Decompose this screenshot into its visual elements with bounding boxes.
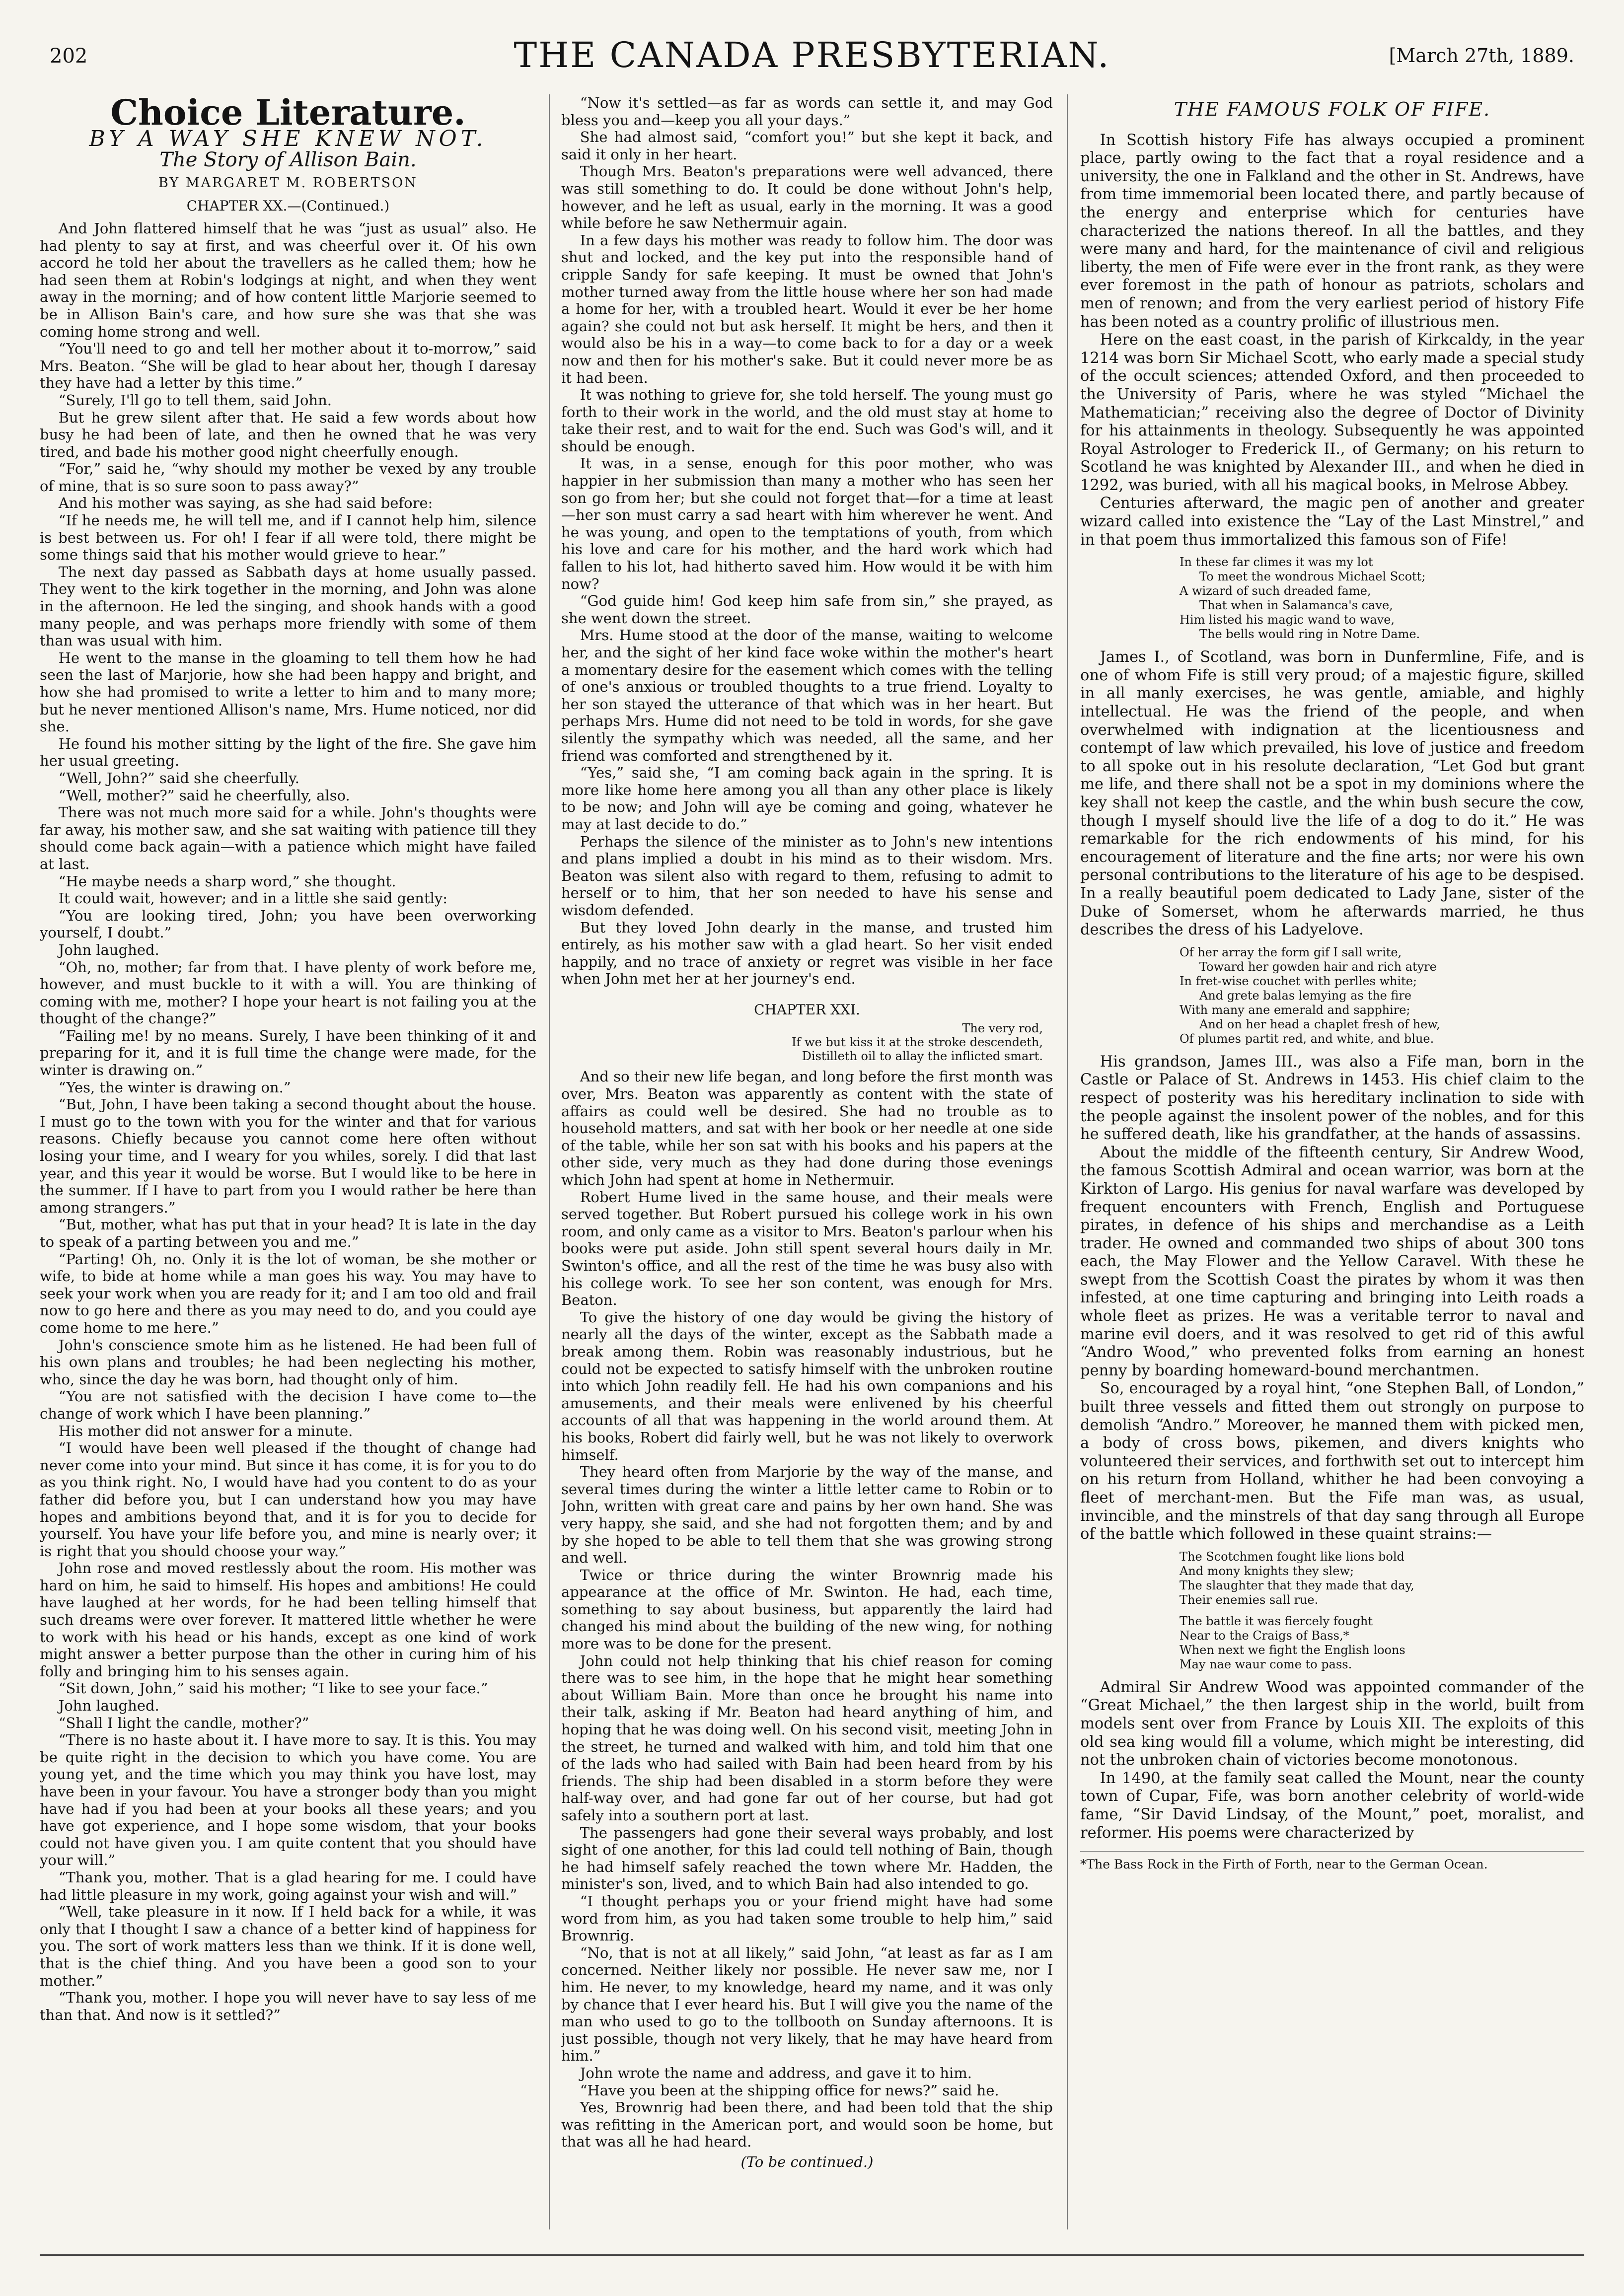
paragraph: “He maybe needs a sharp word,” she thought. <box>58 872 396 890</box>
paragraph: “You are not satisfied with the decision I have come to—the change of work which I have been planning.” <box>40 1388 536 1422</box>
story-body <box>40 220 536 2023</box>
paragraph: About the middle of the fifteenth century, Sir Andrew Wood, the famous Scottish Admiral and ocean warrior, was born at the Kirkton of Largo. His genius for naval warfare was developed by frequent encounters with French, English and Portuguese pirates, in defence of his ships and merchandise as a Leith trader. He owned and commanded two ships of about 300 tons each, the May Flower and the Yellow Caravel. With these he swept from the Scottish Coast the pirates by whom it was then infested, at one time capturing and bringing into Leith roads a whole fleet as prizes. He was a veritable terror to naval and marine evil doers, and it was resolved to get rid of this awful “Andro Wood,” who prevented folks from earning an honest penny by boarding homeward-bound merchantmen. <box>1080 1144 1584 1379</box>
paragraph: John laughed. <box>58 941 159 958</box>
continued-note: (To be continued.) <box>740 2153 874 2170</box>
story-body <box>561 1068 1053 2150</box>
paragraph: “No, that is not at all likely,” said John, “at least as far as I am concerned. Neither likely nor possible. He never saw me, nor I him. He never, to my knowledge, heard my name, and it was only by chance that I ever heard his. But I will give you the name of the man who used to go to the tollbooth on Sunday afternoons. It is just possible, though not very likely, that he may have heard from him.” <box>561 1944 1053 2065</box>
paragraph: John laughed. <box>58 1697 159 1715</box>
poem-line: The bells would ring in Notre Dame. <box>1199 627 1420 642</box>
poem-line: Distilleth oil to allay the inflicted smart. <box>802 1049 1043 1064</box>
paragraph: His mother did not answer for a minute. <box>58 1422 353 1439</box>
poem-line: And on her head a chaplet fresh of hew, <box>1199 1017 1440 1031</box>
paragraph: James I., of Scotland, was born in Dunfermline, Fife, and is one of whom Fife is still very proud; of a majestic figure, skilled in all manly exercises, he was gentle, amiable, and highly intellectual. He was the friend of the people, and when overwhelmed with indignation at the licentiousness and contempt of law which prevailed, his love of justice and freedom to all spoke out in his resolute declaration, “Let God but grant me life, and there shall not be a spot in my dominions where the key shall not keep the castle, and the whin bush secure the cow, though I myself should live the life of a dog to do it.” He was remarkable for the rich endowments of his mind, for his encouragement of literature and the fine arts; nor were his own personal contributions to the literature of his age to be despised. In a really beautiful poem dedicated to Lady Jane, sister of the Duke of Somerset, whom he afterwards married, he thus describes the dress of his Ladyelove. <box>1080 648 1584 939</box>
poem-line: The Scotchmen fought like lions bold <box>1180 1549 1404 1564</box>
poem-line: Near to the Craigs of Bass,* <box>1180 1628 1349 1643</box>
poem-line: Him listed his magic wand to wave, <box>1180 613 1395 627</box>
paragraph: Perhaps the silence of the minister as to John's new intentions and plans implied a doubt in his mind as to their wisdom. Mrs. Beaton was silent also with regard to them, refusing to admit to herself or to him, that her son needed to have his sense and wisdom defended. <box>561 833 1053 919</box>
poem-line: In these far climes it was my lot <box>1180 555 1373 570</box>
paragraph: But he grew silent after that. He said a few words about how busy he had been of late, and then he owned that he was very tired, and bade his mother good night cheerfully enough. <box>40 409 536 460</box>
paragraph: And so their new life began, and long before the first month was over, Mrs. Beaton was apparently as content with the state of affairs as could well be desired. She had no trouble as to household matters, and sat with her book or her needle at one side of the table, while her son sat with his books and his papers at the other side, very much as they had done during those evenings which John had spent at home in Nethermuir. <box>561 1068 1053 1189</box>
paragraph: “Have you been at the shipping office for news?” said he. <box>580 2081 999 2099</box>
paragraph: “Failing me! by no means. Surely, I have been thinking of it and preparing for it, and it is full time the change were made, for the winter is drawing on.” <box>40 1027 536 1079</box>
poem-line: May nae waur come to pass. <box>1180 1657 1352 1671</box>
epigraph <box>561 1021 1053 1063</box>
poem-line: And grete balas lemying as the fire <box>1199 988 1412 1003</box>
paragraph: “If he needs me, he will tell me, and if I cannot help him, silence is best between us. For oh! I fear if all were told, there might be some things said that his mother would grieve to hear.” <box>40 512 536 564</box>
byline: BY MARGARET M. ROBERTSON <box>158 175 418 191</box>
paragraph: “Well, take pleasure in it now. If I held back for a while, it was only that I thought I saw a chance of a better kind of happiness for you. The sort of work matters less than we think. If it is done well, that is the chief thing. And you have been a good son to your mother.” <box>40 1903 536 1989</box>
footnote: *The Bass Rock in the Firth of Forth, near to the German Ocean. <box>1080 1851 1584 1874</box>
paragraph: “Thank you, mother. That is a glad hearing for me. I could have had little pleasure in my work, going against your wish and will.” <box>40 1868 536 1903</box>
paragraph: Mrs. Hume stood at the door of the manse, waiting to welcome her, and the sight of her kind face woke within the mother's heart a momentary desire for the easement which comes with the telling of one's anxious or troubled thoughts to a true friend. Loyalty to her son stayed the utterance of that which was in her heart. But perhaps Mrs. Hume did not need to be told in words, for she gave silently the sympathy which was needed, all the same, and her friend was comforted and strengthened by it. <box>561 627 1053 764</box>
paragraph: He found his mother sitting by the light of the fire. She gave him her usual greeting. <box>40 735 536 770</box>
poem-excerpt <box>1180 555 1584 642</box>
poem-line: And mony knights they slew; <box>1180 1564 1354 1578</box>
paragraph: “Well, mother?” said he cheerfully, also. <box>58 787 350 804</box>
poem-line: Their enemies sall rue. <box>1180 1592 1319 1607</box>
paragraph: But they loved John dearly in the manse, and trusted him entirely, as his mother saw with a glad heart. So her visit ended happily, and no trace of anxiety or regret was visible in her face when John met her at her journey's end. <box>561 919 1053 988</box>
poem-line: In fret-wise couchet with perlles white; <box>1180 974 1417 988</box>
poem-line: The slaughter that they made that day, <box>1180 1578 1414 1592</box>
paragraph: It was nothing to grieve for, she told herself. The young must go forth to their work in the world, and the old must stay at home to take their rest, and to wait for the end. Such was God's will, and it should be enough. <box>561 386 1053 455</box>
section-title: Choice Literature. <box>110 94 466 133</box>
paragraph: And John flattered himself that he was “just as usual” also. He had plenty to say at first, and was cheerful over it. Of his own accord he told her about the travellers as he called them; how he had seen them at Robin's lodgings at night, and when they went away in the morning; and of how content little Marjorie seemed to be in Allison Bain's care, and how sure she was that she was coming home strong and well. <box>40 219 536 340</box>
poem-excerpt <box>1180 1550 1584 1672</box>
paragraph: Yes, Brownrig had been there, and had been told that the ship was refitting in the American port, and would soon be home, but that was all he had heard. <box>561 2099 1053 2151</box>
paragraph: “Sit down, John,” said his mother; “I like to see your face.” <box>58 1680 488 1697</box>
poem-line: Of her array the form gif I sall write, <box>1180 945 1402 959</box>
poem-line: Of plumes partit red, and white, and blue. <box>1180 1031 1434 1046</box>
bottom-rule <box>40 2254 1584 2256</box>
paragraph: “Thank you, mother. I hope you will never have to say less of me than that. And now is it settled?” <box>40 1989 536 2023</box>
paragraph: So, encouraged by a royal hint, “one Stephen Ball, of London,” built three vessels and fitted them out strongly on purpose to demolish “Andro.” Moreover, he manned them with picked men, a body of cross bows, pikemen, and divers knights who volunteered their services, and forthwith set out to intercept him on his return from Holland, whither he had been convoying a fleet of merchant-men. But the Fife man was, as usual, invincible, and the minstrels of that day sang through all Europe of the battle which followed in these quaint strains:— <box>1080 1380 1584 1543</box>
article-body <box>1080 1679 1584 1842</box>
paragraph: John wrote the name and address, and gave it to him. <box>580 2064 972 2081</box>
paragraph: He went to the manse in the gloaming to tell them how he had seen the last of Marjorie, how she had been happy and bright, and how she had promised to write a letter to him and to many more; but he never mentioned Allison's name, Mrs. Hume noticed, nor did she. <box>40 649 536 735</box>
paragraph: “For,” said he, “why should my mother be vexed by any trouble of mine, that is so sure soon to pass away?” <box>40 460 536 495</box>
paragraph: “There is no haste about it. I have more to say. It is this. You may be quite right in the decision to which you have come. You are young yet, and the time which you may think you have lost, may have been in your favour. You have a stronger body than you might have had if you had been at your books all these years; and you have got experience, and I hope some wisdom, that your books could not have given you. I am quite content that you should have your will.” <box>40 1731 536 1869</box>
paragraph: “I would have been well pleased if the thought of change had never come into your mind. But since it has come, it is for you to do as you think right. No, I would have had you content to do as your father did before you, but I can understand how you may have hopes and ambitions beyond that, and it is for you to decide for yourself. You have your life before you, and mine is nearly over; it is right that you should choose your way.” <box>40 1439 536 1560</box>
paragraph: In 1490, at the family seat called the Mount, near the county town of Cupar, Fife, was born another celebrity of world-wide fame, “Sir David Lindsay, of the Mount,” poet, moralist, and reformer. His poems were characterized by <box>1080 1769 1584 1842</box>
paragraph: The next day passed as Sabbath days at home usually passed. They went to the kirk together in the morning, and John was alone in the afternoon. He led the singing, and shook hands with a good many people, and was perhaps more friendly with some of them than was usual with him. <box>40 563 536 649</box>
paragraph: She had almost said, “comfort you!” but she kept it back, and said it only in her heart. <box>561 129 1053 163</box>
paragraph: “Surely, I'll go to tell them, said John. <box>58 391 332 409</box>
poem-line: Toward her gowden hair and rich atyre <box>1199 959 1437 974</box>
story-subtitle: The Story of Allison Bain. <box>159 148 417 172</box>
article-body <box>1080 1053 1584 1544</box>
paragraph: His grandson, James III., was also a Fife man, born in the Castle or Palace of St. Andrews in 1453. His chief claim to the respect of posterity was his hereditary inclination to side with the people against the insolent power of the nobles, and for this he suffered death, like his grandfather, at the hands of assassins. <box>1080 1053 1584 1144</box>
paragraph: Centuries afterward, the magic pen of another and greater wizard called into existence the “Lay of the Last Minstrel,” and in that poem thus immortalized this famous son of Fife! <box>1080 495 1584 549</box>
article-title: THE FAMOUS FOLK OF FIFE. <box>1174 98 1491 120</box>
paragraph: In Scottish history Fife has always occupied a prominent place, partly owing to the fact that a royal residence and a university, the one in Falkland and the other in St. Andrews, have from time immemorial been located there, and partly because of the energy and enterprise which for centuries have characterized the nations thereof. In all the battles, and they were many and hard, for the maintenance of civil and religious liberty, the men of Fife were ever in the front rank, as they were ever foremost in the path of honour as patriots, scholars and men of renown; and from the very earliest period of history Fife has been noted as a country prolific of illustrious men. <box>1080 131 1584 331</box>
paragraph: “Yes, the winter is drawing on.” <box>58 1078 291 1096</box>
issue-date: [March 27th, 1889. <box>1389 45 1574 67</box>
paragraph: Twice or thrice during the winter Brownrig made his appearance at the office of Mr. Swinton. He had, each time, something to say about business, but apparently the laird had changed his mind about the building of the new wing, for nothing more was to be done for the present. <box>561 1566 1053 1652</box>
paragraph: They heard often from Marjorie by the way of the manse, and several times during the winter a little letter came to Robin or to John, written with great care and pains by her own hand. She was very happy, she said, and she had not forgotten them; and by and by she hoped to be able to tell them that she was growing strong and well. <box>561 1463 1053 1567</box>
paragraph: “But, John, I have been taking a second thought about the house. I must go to the town with you for the winter and that for various reasons. Chiefly because you cannot come here often without losing your time, and I weary for you whiles, sorely. I did that last year, and this year it would be worse. But I would like to be here in the summer. If I have to part from you I would rather be here than among strangers.” <box>40 1096 536 1216</box>
paragraph: Admiral Sir Andrew Wood was appointed commander of the “Great Michael,” the then largest ship in the world, built from models sent over from France by Louis XII. The exploits of this old sea king would fill a volume, which might be interesting, did not the unbroken chain of victories become monotonous. <box>1080 1678 1584 1769</box>
poem-line: The battle it was fiercely fought <box>1180 1614 1373 1628</box>
paragraph: John's conscience smote him as he listened. He had been full of his own plans and troubles; he had been neglecting his mother, who, since the day he was born, had thought only of him. <box>40 1336 536 1388</box>
paragraph: “You are looking tired, John; you have been overworking yourself, I doubt.” <box>40 907 536 941</box>
column-divider <box>549 94 550 2229</box>
poem-line: With many ane emerald and sapphire; <box>1180 1003 1410 1017</box>
column-3 <box>1080 94 1584 2229</box>
paragraph: It was, in a sense, enough for this poor mother, who was happier in her submission than many a mother who has seen her son go from her; but she could not forget that—for a time at least—her son must carry a sad heart with him wherever he went. And he was young, and open to the temptations of youth, from which his love and care for his mother, and the hard work which had fallen to his lot, had hitherto saved him. How would it be with him now? <box>561 455 1053 592</box>
poem-line: If we but kiss it at the stroke descendeth, <box>792 1035 1043 1050</box>
paragraph: “I thought perhaps you or your friend might have had some word from him, as you had taken some trouble to help him,” said Brownrig. <box>561 1892 1053 1944</box>
article-body <box>1080 648 1584 939</box>
paragraph: “Now it's settled—as far as words can settle it, and may God bless you and—keep you all your days.” <box>561 94 1053 129</box>
page-header <box>50 30 1574 84</box>
paragraph: Though Mrs. Beaton's preparations were well advanced, there was still something to do. It could be done without John's help, however, and he left as usual, early in the morning. It was a good while before he saw Nethermuir again. <box>561 163 1053 232</box>
poem-line: When next we fight the English loons <box>1180 1643 1405 1657</box>
paragraph: “Oh, no, mother; far from that. I have plenty of work before me, however, and must buckle to it with a will. You are thinking of coming with me, mother? I hope your heart is not failing you at the thought of the change?” <box>40 958 536 1027</box>
chapter-heading: CHAPTER XXI. <box>754 1001 860 1018</box>
page-number: 202 <box>50 45 88 68</box>
paragraph: “But, mother, what has put that in your head? It is late in the day to speak of a parting between you and me.” <box>40 1216 536 1250</box>
poem-line: A wizard of such dreaded fame, <box>1180 584 1371 598</box>
paragraph: In a few days his mother was ready to follow him. The door was shut and locked, and the key put into the responsible hand of cripple Sandy for safe keeping. It must be owned that John's mother turned away from the little house where her son had made a home for her, with a troubled heart. Would it ever be her home again? she could not but ask herself. It might be hers, and then it would also be his in a way—to come back to for a day or a week now and then for his mother's sake. But it could never more be as it had been. <box>561 231 1053 386</box>
paragraph: Here on the east coast, in the parish of Kirkcaldy, in the year 1214 was born Sir Michael Scott, who early made a special study of the occult sciences; attended Oxford, and then proceeded to the University of Paris, where he was styled “Michael the Mathematician;” receiving also the degree of Doctor of Divinity for his attainments in theology. Subsequently he was appointed Royal Astrologer to Frederick II., of Germany; on his return to Scotland he was knighted by Alexander III., and when he died in 1292, was buried, with all his magical books, in Melrose Abbey. <box>1080 331 1584 494</box>
paragraph: John rose and moved restlessly about the room. His mother was hard on him, he said to himself. His hopes and ambitions! He could have laughed at her words, for he had been telling himself that such dreams were over forever. It mattered little whether he were to work with his head or his hands, except as one kind of work might answer a better purpose than the other in curing him of his folly and bringing him to his senses again. <box>40 1560 536 1680</box>
poem-line: That when in Salamanca's cave, <box>1199 598 1393 613</box>
paragraph: “Yes,” said she, “I am coming back again in the spring. It is more like home here among you all than any other place is likely to be now; and John will aye be coming and going, whatever he may at last decide to do.” <box>561 764 1053 833</box>
story-body <box>561 94 1053 988</box>
article-body <box>1080 132 1584 550</box>
paragraph: It could wait, however; and in a little she said gently: <box>58 890 448 907</box>
column-2 <box>561 94 1053 2229</box>
column-1 <box>40 94 536 2229</box>
paragraph: “God guide him! God keep him safe from sin,” she prayed, as she went down the street. <box>561 592 1053 627</box>
paragraph: John could not help thinking that his chief reason for coming there was to see him, in the hope that he might hear something about William Bain. More than once he brought his name into their talk, asking if Mr. Beaton had heard anything of him, and hoping that he was doing well. On his second visit, meeting John in the street, he turned and walked with him, and told him that one of the lads who had sailed with Bain had been heard from by his friends. The ship had been disabled in a storm before they were half-way over, and had gone far out of her course, but had got safely into a southern port at last. <box>561 1652 1053 1824</box>
paragraph: “You'll need to go and tell her mother about it to-morrow,” said Mrs. Beaton. “She will be glad to hear about her, though I daresay they have had a letter by this time.” <box>40 340 536 392</box>
story-title: BY A WAY SHE KNEW NOT. <box>89 126 487 151</box>
paragraph: Robert Hume lived in the same house, and their meals were served together. But Robert pursued his college work in his own room, and only came as a visitor to Mrs. Beaton's parlour when his books were put aside. John still spent several hours daily in Mr. Swinton's office, and all the rest of the time he was busy also with his college work. To see her son content, was enough for Mrs. Beaton. <box>561 1188 1053 1309</box>
paragraph: “Shall I light the candle, mother?” <box>58 1714 309 1731</box>
column-divider <box>1067 94 1068 2229</box>
paragraph: And his mother was saying, as she had said before: <box>58 495 433 512</box>
poem-line: The very rod, <box>962 1021 1043 1036</box>
paragraph: “Parting! Oh, no. Only it is the lot of woman, be she mother or wife, to bide at home while a man goes his way. You may have to seek your work when you are ready for it; and I am too old and frail now to go here and there as you may need to do, and you could aye come home to me here.” <box>40 1250 536 1336</box>
poem-excerpt <box>1180 945 1584 1046</box>
stanza-gap <box>1180 1607 1584 1614</box>
paragraph: “Well, John?” said she cheerfully. <box>58 769 299 787</box>
paragraph: The passengers had gone their several ways probably, and lost sight of one another, for this lad could tell nothing of Bain, though he had himself safely reached the town where Mr. Hadden, the minister's son, lived, and to which Bain had also intended to go. <box>561 1824 1053 1893</box>
paragraph: To give the history of one day would be giving the history of nearly all the days of the winter, except as the Sabbath made a break among them. Robin was reasonably industrious, but he could not be expected to satisfy himself with the unbroken routine into which John readily fell. He had his own companions and his amusements, and their meals were enlivened by his cheerful accounts of all that was happening in the world around them. At his books, Robert did fairly well, but he was not likely to overwork himself. <box>561 1308 1053 1463</box>
poem-line: To meet the wondrous Michael Scott; <box>1199 570 1426 584</box>
journal-title: THE CANADA PRESBYTERIAN. <box>514 35 1110 75</box>
paragraph: There was not much more said for a while. John's thoughts were far away, his mother saw, and she sat waiting with patience till they should come back again—with a patience which might have failed at last. <box>40 804 536 872</box>
chapter-heading: CHAPTER XX.—(Continued.) <box>186 198 390 215</box>
